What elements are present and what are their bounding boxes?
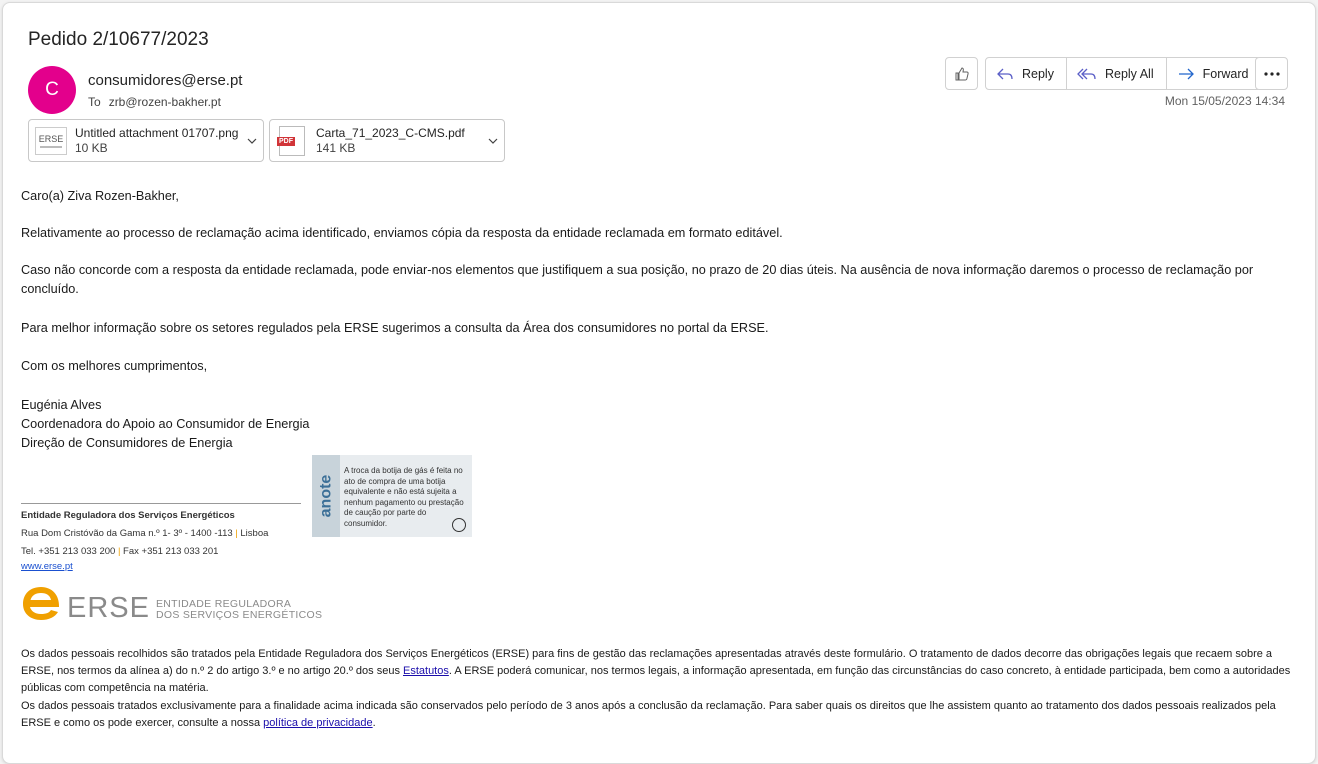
- reply-all-button[interactable]: [1067, 58, 1167, 89]
- erse-logo-subtitle: [156, 599, 322, 623]
- erse-address: Rua Dom Cristóvão da Gama n.º 1- 3º - 1400 -113: [21, 528, 233, 539]
- legal-text: . A ERSE poderá comunicar, nos termos legais, a informação apresentada, em função das circunstâncias do caso concreto, à entidade participada, bem como a autoridades públicas com competência na matéria.: [21, 665, 1291, 695]
- pdf-label: PDF: [279, 137, 293, 145]
- anote-brand: [312, 455, 340, 537]
- thumbs-up-icon: [954, 66, 970, 82]
- attachment-size: 141 KB: [316, 141, 356, 155]
- info-badge-icon: [452, 518, 466, 532]
- body-paragraph: Para melhor informação sobre os setores regulados pela ERSE sugerimos a consulta da Área dos consumidores no portal da ERSE.: [21, 321, 769, 335]
- reply-all-icon: [1077, 67, 1097, 81]
- erse-website-link[interactable]: www.erse.pt: [21, 561, 73, 572]
- erse-entity: Entidade Reguladora dos Serviços Energéticos: [21, 510, 235, 521]
- closing: Com os melhores cumprimentos,: [21, 358, 208, 373]
- like-button[interactable]: [945, 57, 978, 90]
- attachment-name: Untitled attachment 01707.png: [75, 126, 239, 140]
- thumb-text: ERSE: [38, 133, 64, 144]
- divider: [21, 503, 301, 504]
- forward-button[interactable]: [1167, 58, 1261, 89]
- reply-label: Reply: [1022, 66, 1054, 81]
- erse-fax: Fax +351 213 033 201: [123, 546, 219, 557]
- legal-text: Os dados pessoais tratados exclusivamente para a finalidade acima indicada são conservados pelo período de 3 anos após a conclusão da reclamação. Para saber quais os direitos que lhe assistem quanto ao tratamento dos dados pessoais realizados pela ERSE e como os pode exercer, consulte a nossa: [21, 699, 1276, 729]
- attachment-png[interactable]: [28, 119, 264, 162]
- erse-address-line: Rua Dom Cristóvão da Gama n.º 1- 3º - 1400 -113 | Lisboa: [21, 528, 269, 539]
- more-actions-button[interactable]: [1255, 57, 1288, 90]
- attachment-size: 10 KB: [75, 141, 108, 155]
- signature-dept: Direção de Consumidores de Energia: [21, 436, 233, 450]
- attachment-menu-button[interactable]: [482, 138, 504, 144]
- more-icon: [1264, 72, 1280, 76]
- sender-address[interactable]: consumidores@erse.pt: [88, 72, 243, 89]
- email-body: [21, 187, 1301, 375]
- message-actions: [985, 57, 1261, 90]
- erse-phone-line: Tel. +351 213 033 200 | Fax +351 213 033 201: [21, 546, 219, 557]
- signature: [21, 396, 310, 453]
- received-date: Mon 15/05/2023 14:34: [1164, 94, 1285, 108]
- forward-icon: [1177, 67, 1195, 81]
- sender-avatar[interactable]: C: [28, 66, 76, 114]
- attachment-name: Carta_71_2023_C-CMS.pdf: [316, 126, 465, 140]
- email-reading-pane: [2, 2, 1316, 764]
- recipient-address[interactable]: zrb@rozen-bakher.pt: [108, 95, 221, 109]
- anote-banner: [312, 455, 472, 537]
- signature-role: Coordenadora do Apoio ao Consumidor de Energia: [21, 417, 310, 431]
- email-subject: Pedido 2/10677/2023: [28, 29, 209, 50]
- attachment-pdf[interactable]: [269, 119, 505, 162]
- erse-logo: [21, 583, 322, 623]
- legal-paragraph-1: [21, 646, 1306, 698]
- chevron-down-icon: [488, 138, 498, 144]
- reply-button[interactable]: [986, 58, 1067, 89]
- attachment-menu-button[interactable]: [241, 138, 263, 144]
- image-thumbnail-icon: [35, 125, 67, 157]
- greeting: Caro(a) Ziva Rozen-Bakher,: [21, 189, 179, 203]
- logo-sub-1: ENTIDADE REGULADORA: [155, 598, 292, 610]
- logo-sub-2: DOS SERVIÇOS ENERGÉTICOS: [155, 609, 323, 621]
- legal-notice: [21, 646, 1306, 732]
- recipient-line: [88, 95, 221, 109]
- erse-logo-name: ERSE: [67, 592, 150, 624]
- body-paragraph: Relativamente ao processo de reclamação acima identificado, enviamos cópia da resposta da entidade reclamada em formato editável.: [21, 225, 783, 240]
- reply-all-label: Reply All: [1104, 66, 1154, 81]
- erse-tel: Tel. +351 213 033 200: [21, 546, 116, 557]
- privacy-policy-link[interactable]: política de privacidade: [263, 716, 373, 729]
- erse-e-logo-icon: [21, 583, 61, 623]
- legal-text: .: [372, 716, 376, 729]
- legal-paragraph-2: [21, 698, 1306, 732]
- chevron-down-icon: [247, 138, 257, 144]
- anote-text: [340, 455, 472, 537]
- statutes-link[interactable]: Estatutos: [403, 665, 449, 678]
- reply-icon: [996, 67, 1014, 81]
- pdf-icon: [276, 125, 308, 157]
- erse-city: Lisboa: [240, 528, 269, 539]
- forward-label: Forward: [1202, 66, 1249, 81]
- to-label: To: [88, 95, 101, 109]
- erse-contact-block: [21, 503, 291, 573]
- legal-text: Os dados pessoais recolhidos são tratados pela Entidade Reguladora dos Serviços Energéticos (ERSE) para fins de gestão das reclamações apresentadas através deste formulário. O tratamento de dados decorre das obrigações legais que recaem sobre a ERSE, nos termos da alínea a) do n.º 2 do artigo 3.º e no artigo 20.º dos seus: [21, 648, 1273, 678]
- anote-brand-text: anote: [317, 474, 335, 518]
- body-paragraph: Caso não concorde com a resposta da entidade reclamada, pode enviar-nos elementos que justifiquem a sua posição, no prazo de 20 dias úteis. Na ausência de nova informação daremos o processo de reclamação por concluído.: [21, 263, 1254, 296]
- anote-message: A troca da botija de gás é feita no ato de compra de uma botija equivalente e não está sujeita a nenhum pagamento ou prestação de caução por parte do consumidor.: [344, 466, 464, 528]
- signature-name: Eugénia Alves: [21, 398, 102, 412]
